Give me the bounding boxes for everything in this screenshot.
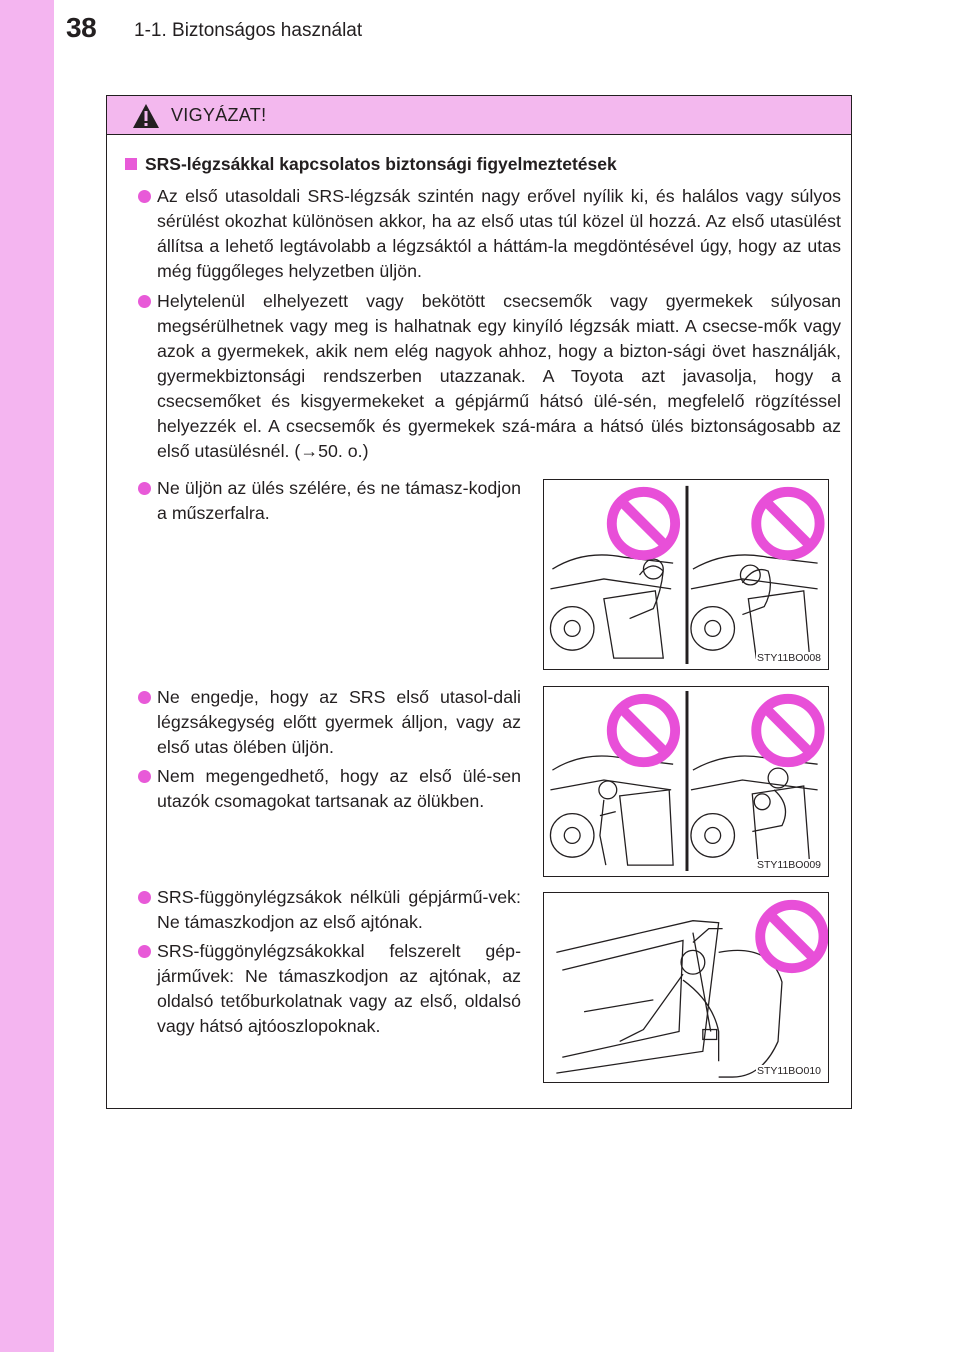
bullet-icon (138, 190, 151, 203)
illustration-drawing (544, 893, 828, 1082)
figure-code: STY11BO008 (756, 652, 821, 664)
prohibition-icon (760, 905, 823, 968)
prohibition-icon (756, 492, 819, 555)
illustration-door-lean (543, 892, 829, 1083)
prohibition-icon (612, 492, 675, 555)
illustration-drawing (544, 687, 828, 876)
side-band (0, 0, 54, 1352)
bullet-icon (138, 482, 151, 495)
prohibition-icon (756, 699, 819, 762)
figure-code: STY11BO009 (756, 859, 821, 871)
warning-header (107, 96, 851, 135)
warning-label: VIGYÁZAT! (171, 105, 267, 125)
bullet-icon (138, 891, 151, 904)
figure-code: STY11BO010 (756, 1065, 821, 1077)
bullet-icon (138, 295, 151, 308)
bullet-icon (138, 770, 151, 783)
section-title: 1-1. Biztonságos használat (134, 20, 363, 41)
illustration-seat-edge (543, 479, 829, 670)
list-item (157, 939, 521, 1039)
list-item-text: Ne üljön az ülés szélére, és ne támasz-kodjon a műszerfalra. (157, 478, 521, 523)
bullet-icon (138, 945, 151, 958)
warning-box (106, 95, 852, 1109)
list-item-text: Ne engedje, hogy az SRS első utasol-dali légzsákegység előtt gyermek álljon, vagy az első utas ölében üljön. (157, 687, 521, 757)
list-item (157, 764, 521, 814)
illustration-child-front (543, 686, 829, 877)
list-item (157, 885, 521, 935)
list-item (157, 289, 841, 464)
list-item-text: SRS-függönylégzsákokkal felszerelt gép-járművek: Ne támaszkodjon az ajtónak, az oldalsó tetőburkolatnak vagy az első, oldalsó vagy hátsó ajtóoszlopoknak. (157, 941, 521, 1036)
list-item-text: Helytelenül elhelyezett vagy bekötött csecsemők vagy gyermekek súlyosan megsérülhetnek vagy meg is halhatnak egy kinyíló légzsák miatt. A csecse-mők vagy azok a gyermekek, akik nem elég nagyok ahhoz, hogy a bizton-sági övet használják, gyermekbiztonsági rendszerben utazzanak. A Toyota azt javasolja, hogy a csecsemőket és kisgyermekeket a gépjármű hátsó ülé-sén, megfelelő rögzítéssel helyezzék el. A csecsemők és gyermekek szá-mára a hátsó ülés biztonságosabb az első utasülésnél. (→50. o.) (157, 291, 841, 461)
prohibition-icon (612, 699, 675, 762)
list-item (157, 685, 521, 760)
list-item (157, 184, 841, 284)
square-bullet-icon (125, 158, 137, 170)
illustration-drawing (544, 480, 828, 669)
warning-triangle-icon (132, 103, 160, 129)
list-item-text: Nem megengedhető, hogy az első ülé-sen utazók csomagokat tartsanak az ölükben. (157, 766, 521, 811)
list-item-text: SRS-függönylégzsákok nélküli gépjármű-vek: Ne támaszkodjon az első ajtónak. (157, 887, 521, 932)
list-item (157, 476, 521, 526)
warning-heading (125, 154, 617, 175)
warning-heading-text: SRS-légzsákkal kapcsolatos biztonsági figyelmeztetések (145, 154, 617, 174)
page-number: 38 (66, 12, 97, 43)
list-item-text: Az első utasoldali SRS-légzsák szintén nagy erővel nyílik ki, és halálos vagy súlyos sérülést okozhat különösen akkor, ha az első utas túl közel ül hozzá. Az első utasülést állítsa a lehető legtávolabb a légzsáktól a háttám-la megdöntésével úgy, hogy az utas még függőleges helyzetben üljön. (157, 186, 841, 281)
bullet-icon (138, 691, 151, 704)
